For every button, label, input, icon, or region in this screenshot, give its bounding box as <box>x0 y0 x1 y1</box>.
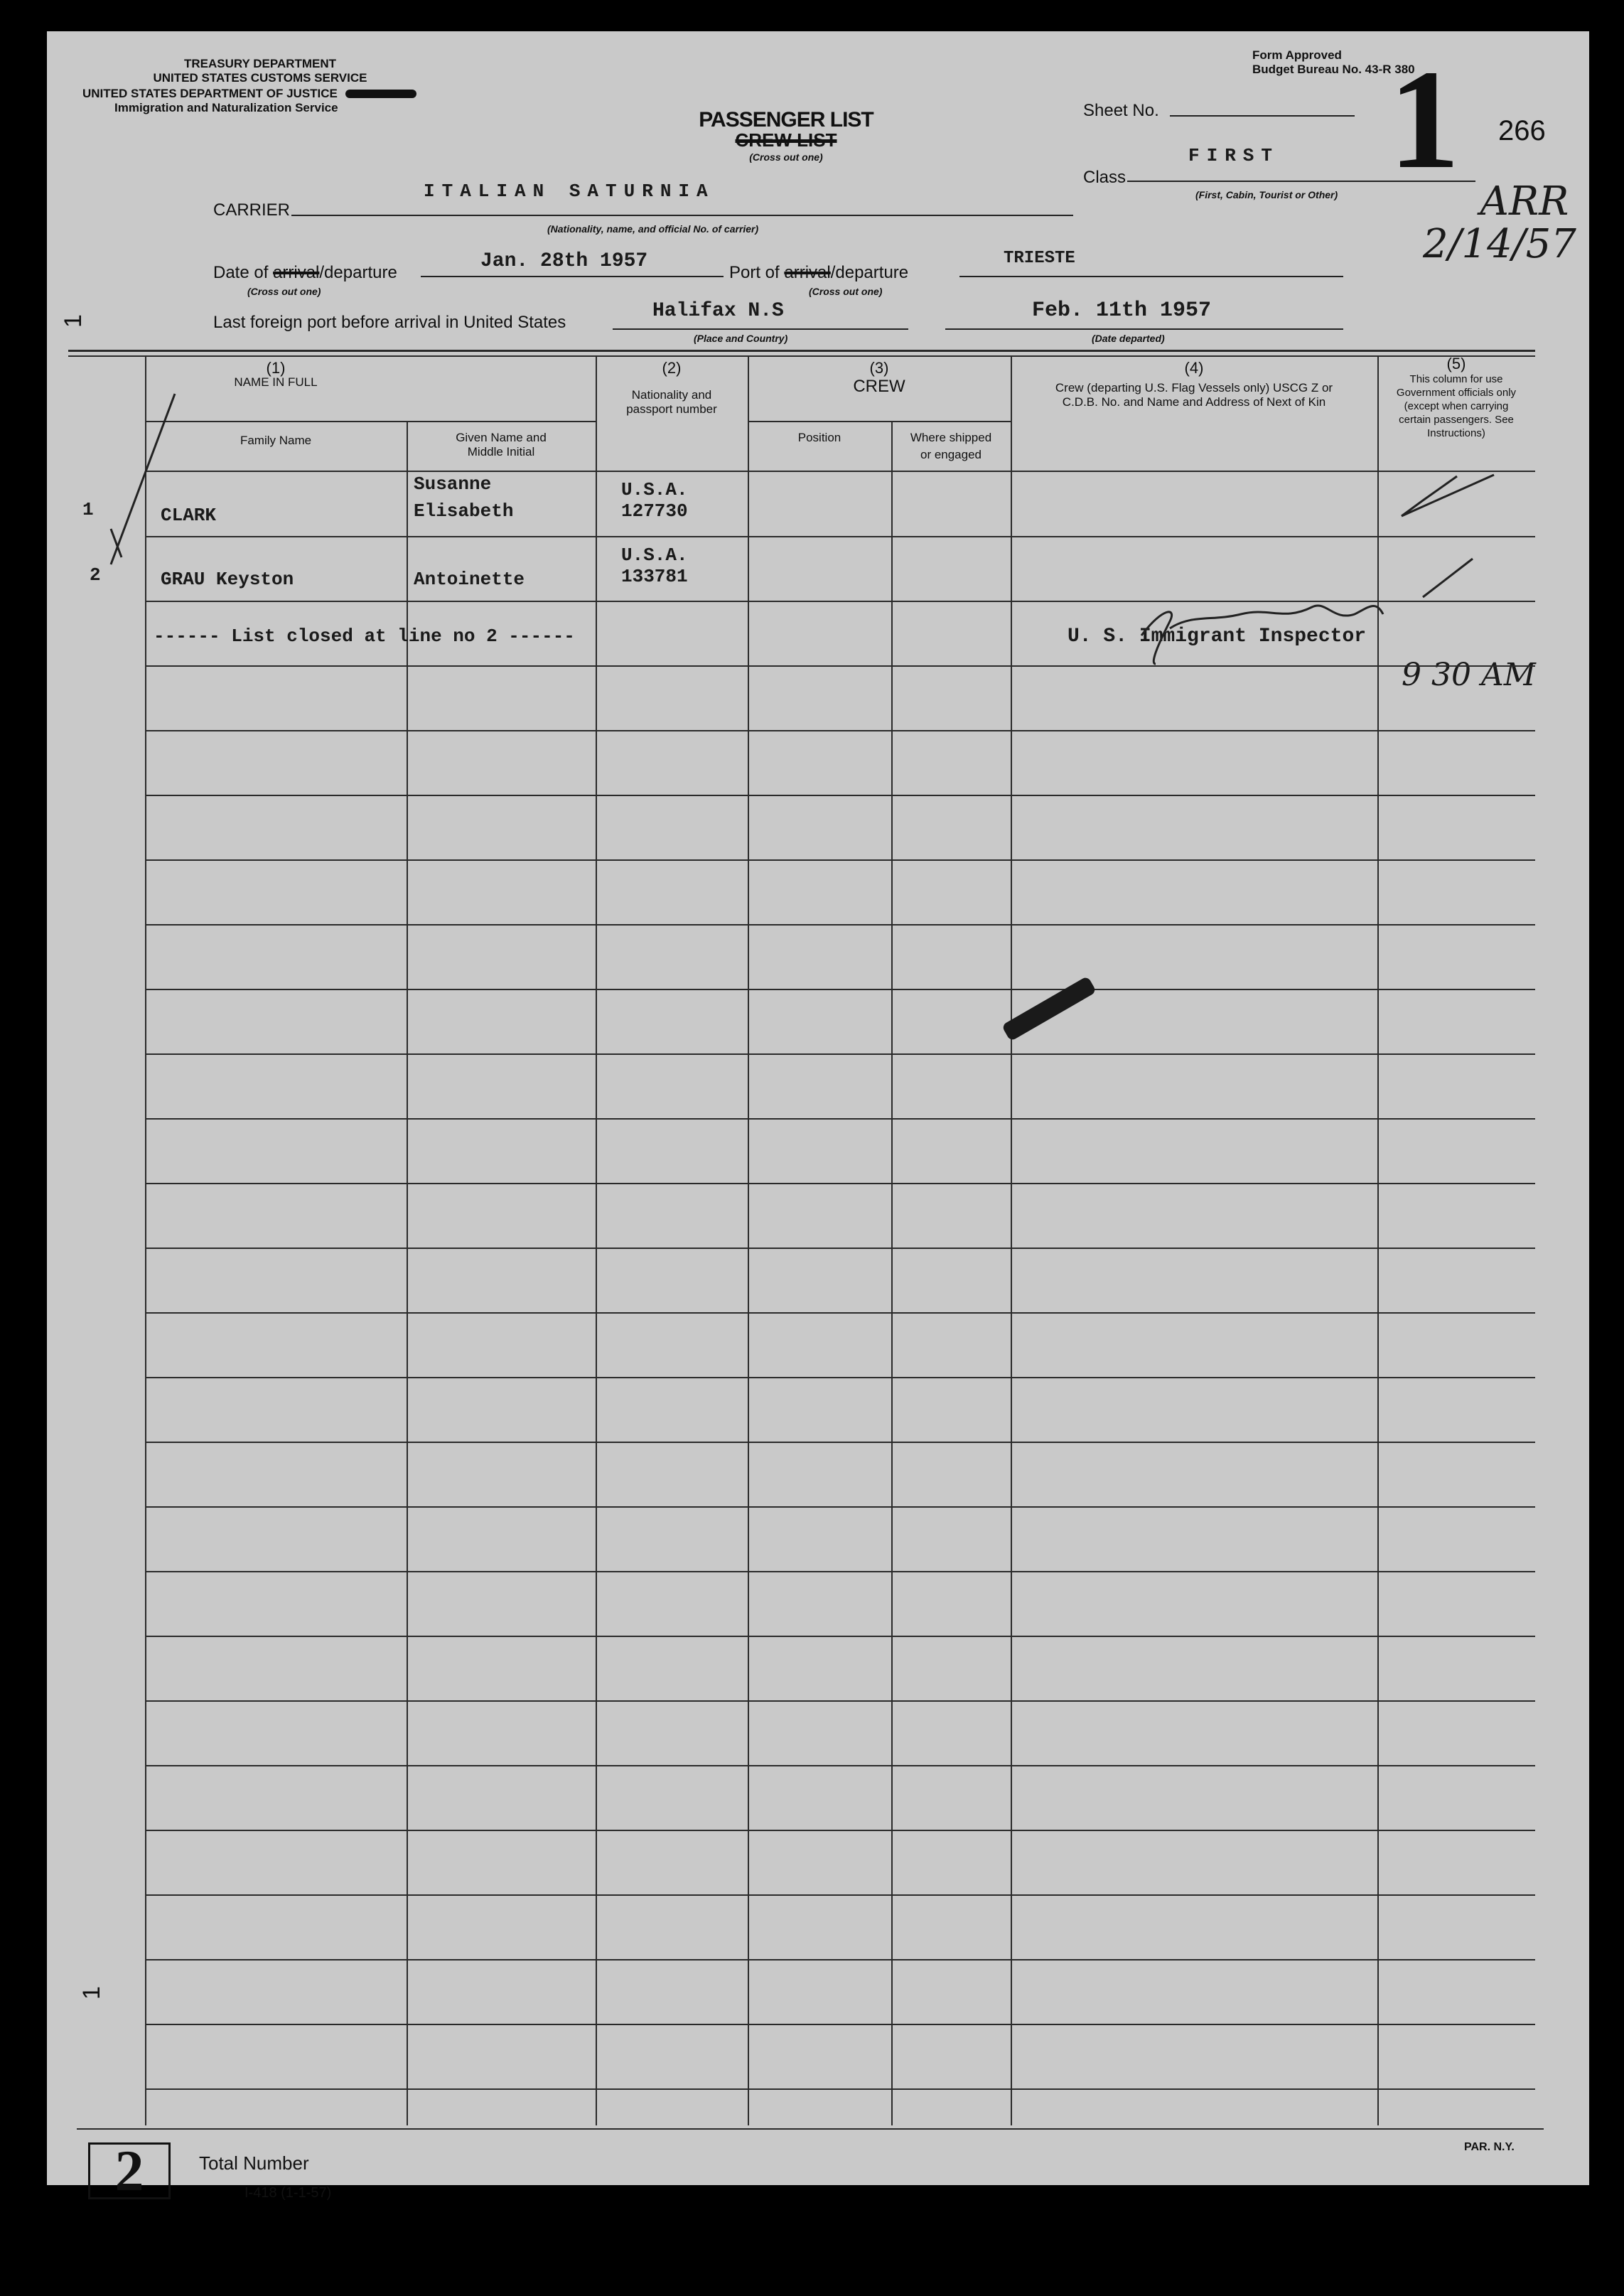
arrival-time: 9 30 AM <box>1402 657 1536 693</box>
row-rule <box>145 730 1535 731</box>
row-rule <box>145 1636 1535 1637</box>
row-rule <box>145 1248 1535 1249</box>
date-departed-value: Feb. 11th 1957 <box>1032 299 1212 323</box>
row-rule <box>145 1959 1535 1960</box>
row-rule <box>145 795 1535 796</box>
col4-header <box>1011 361 1377 409</box>
arrival-stamp-line: ARR <box>1480 178 1569 225</box>
inspector-signature <box>1099 593 1440 671</box>
row-rule <box>145 1894 1535 1896</box>
carrier-value: ITALIAN SATURNIA <box>424 181 715 202</box>
form-title <box>679 108 893 163</box>
row-rule <box>145 2024 1535 2025</box>
date-note: (Cross out one) <box>247 286 321 297</box>
family-name-header: Family Name <box>240 434 312 447</box>
col3-header <box>748 361 1011 394</box>
row-rule <box>145 1700 1535 1702</box>
list-closed-text: ------ List closed at line no 2 ------ <box>154 626 575 647</box>
margin-mark: 1 <box>59 314 87 328</box>
agency-line: UNITED STATES DEPARTMENT OF JUSTICE <box>82 87 338 100</box>
row-line-number: 1 <box>82 499 94 520</box>
checkmark-slash <box>104 387 189 572</box>
footer-rule <box>77 2128 1544 2130</box>
arrival-stamp-date: 2/14/57 <box>1423 221 1576 267</box>
family-name-cell: CLARK <box>161 505 217 526</box>
ink-smudge <box>1001 976 1097 1042</box>
last-port-value: Halifax N.S <box>652 300 784 322</box>
row-rule <box>145 665 1535 667</box>
page-number: 266 <box>1498 115 1546 146</box>
table-top-rule <box>68 350 1535 352</box>
form-approved-line: Form Approved <box>1252 48 1342 62</box>
row-rule <box>145 1442 1535 1443</box>
passport-cell: 127730 <box>621 500 688 522</box>
col-divider <box>407 421 408 2125</box>
col-title: This column for use Government officials only (except when carrying certain passengers. See Instructions) <box>1396 373 1517 439</box>
carrier-underline <box>291 215 1073 216</box>
last-port-underline <box>613 328 908 330</box>
agency-line: Immigration and Naturalization Service <box>114 101 338 114</box>
given-name-cell: Susanne <box>414 473 492 495</box>
col-number: (4) <box>1184 359 1204 377</box>
row-rule <box>145 1506 1535 1508</box>
class-underline <box>1127 181 1475 182</box>
last-port-note: (Place and Country) <box>694 333 788 344</box>
last-port-label: Last foreign port before arrival in United States <box>213 313 566 332</box>
table-top-rule <box>68 355 1535 357</box>
port-underline <box>959 276 1343 277</box>
row-rule <box>145 859 1535 861</box>
row-line-number: 2 <box>90 564 101 586</box>
row-rule <box>145 601 1535 602</box>
col-divider <box>891 421 893 2125</box>
row-rule <box>145 1118 1535 1120</box>
form-page <box>47 31 1589 2203</box>
row-rule <box>145 1765 1535 1766</box>
inspector-label: U. S. Immigrant Inspector <box>1068 626 1367 648</box>
row-rule <box>145 2088 1535 2090</box>
position-header: Position <box>797 431 841 444</box>
col2-header <box>596 361 748 417</box>
row-rule <box>145 1312 1535 1314</box>
margin-mark: 1 <box>77 1986 105 2000</box>
given-name-cell: Antoinette <box>414 569 525 590</box>
col-divider <box>1011 357 1012 2125</box>
family-name-cell: GRAU Keyston <box>161 569 294 590</box>
sheet-number: 1 <box>1389 41 1460 198</box>
row-rule <box>145 989 1535 990</box>
where-shipped-header: Where shipped or engaged <box>910 431 992 461</box>
col-title: Crew (departing U.S. Flag Vessels only) USCG Z or C.D.B. No. and Name and Address of Next of Kin <box>1055 381 1333 409</box>
title-main: PASSENGER LIST <box>699 108 873 132</box>
col-divider <box>596 357 597 2125</box>
col-number: (5) <box>1446 355 1466 372</box>
col-divider <box>145 357 146 2125</box>
title-struck: CREW LIST <box>735 129 837 151</box>
date-departed-underline <box>945 328 1343 330</box>
col-number: (3) <box>869 359 889 377</box>
col-number: (1) <box>266 359 286 377</box>
total-number-box: 2 <box>88 2142 171 2199</box>
header-bottom-rule <box>145 471 1535 472</box>
carrier-note: (Nationality, name, and official No. of carrier) <box>547 223 759 235</box>
form-approved-line: Budget Bureau No. 43-R 380 <box>1252 63 1415 76</box>
sheet-label: Sheet No. <box>1083 101 1159 120</box>
given-name-header: Given Name and Middle Initial <box>456 431 547 458</box>
passport-cell: 133781 <box>621 566 688 587</box>
total-number-label: Total Number <box>199 2152 309 2174</box>
col1-header <box>145 361 407 390</box>
class-label: Class <box>1083 168 1126 187</box>
sheet-underline <box>1170 115 1355 117</box>
date-underline <box>421 276 724 277</box>
title-note: (Cross out one) <box>749 151 823 163</box>
row-rule <box>145 1377 1535 1378</box>
col-title: CREW <box>853 377 905 396</box>
printer-mark: PAR. N.Y. <box>1464 2141 1515 2153</box>
port-label: Port of arrival/departure <box>729 263 909 282</box>
col5-header <box>1377 357 1535 440</box>
given-name-cell: Elisabeth <box>414 500 514 522</box>
row-rule <box>145 536 1535 537</box>
arrival-stamp <box>1423 178 1576 267</box>
date-label: Date of arrival/departure <box>213 263 397 282</box>
row-rule <box>145 1183 1535 1184</box>
carrier-label: CARRIER <box>213 200 291 220</box>
row-rule <box>145 1571 1535 1572</box>
class-note: (First, Cabin, Tourist or Other) <box>1195 189 1338 200</box>
nationality-cell: U.S.A. <box>621 545 688 566</box>
row-rule <box>145 924 1535 926</box>
nationality-cell: U.S.A. <box>621 479 688 500</box>
redaction-mark <box>345 90 416 98</box>
col-number: (2) <box>662 359 682 377</box>
row-rule <box>145 1830 1535 1831</box>
header-subrule <box>145 421 596 422</box>
agency-line: UNITED STATES CUSTOMS SERVICE <box>153 71 367 85</box>
port-value: TRIESTE <box>1004 249 1075 268</box>
col-title: NAME IN FULL <box>234 375 318 389</box>
date-departed-note: (Date departed) <box>1092 333 1165 344</box>
agency-header <box>146 57 374 85</box>
port-note: (Cross out one) <box>809 286 883 297</box>
col-title: Nationality and passport number <box>626 388 717 416</box>
date-value: Jan. 28th 1957 <box>480 250 648 272</box>
class-value: FIRST <box>1188 145 1280 166</box>
header-subrule <box>748 421 1011 422</box>
col-divider <box>748 357 749 2125</box>
form-code: I-418 (1-1-57) <box>244 2185 332 2201</box>
agency-line: TREASURY DEPARTMENT <box>183 57 337 70</box>
row-rule <box>145 1053 1535 1055</box>
